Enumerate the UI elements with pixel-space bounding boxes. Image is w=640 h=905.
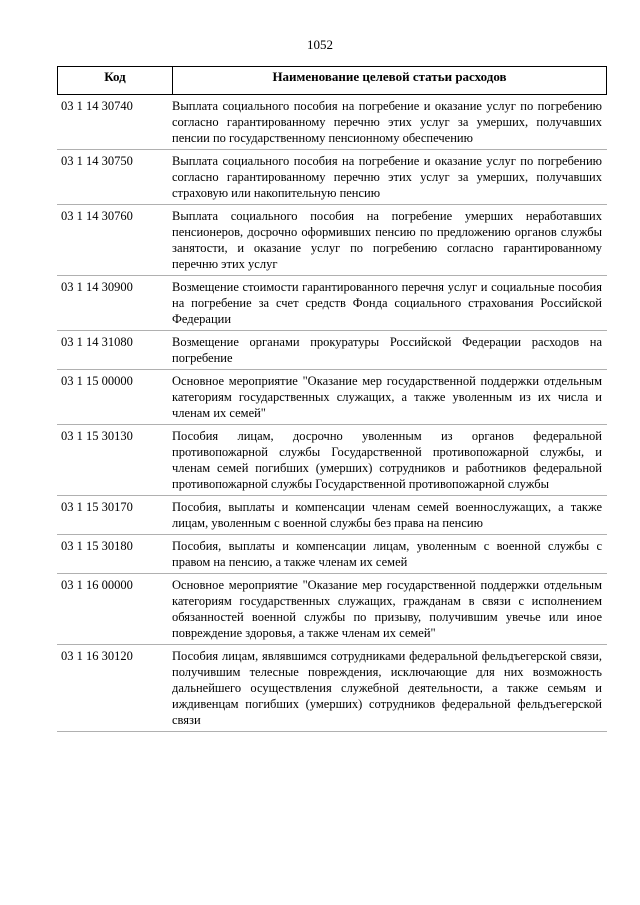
row-code: 03 1 14 30900 — [61, 280, 133, 294]
row-name: Пособия, выплаты и компенсации членам семей военнослужащих, а также лицам, уволенным с военной службы без права на пенсию — [172, 500, 602, 530]
table-row — [57, 645, 607, 732]
row-name: Пособия, выплаты и компенсации лицам, уволенным с военной службы с правом на пенсию, а также членам их семей — [172, 539, 602, 569]
page-number: 1052 — [307, 37, 333, 52]
row-name: Основное мероприятие "Оказание мер государственной поддержки отдельным категориям государственных служащих, а также уволенным из их числа и членам их семей" — [172, 374, 602, 420]
table-row — [57, 331, 607, 370]
row-code: 03 1 15 00000 — [61, 374, 133, 388]
row-code: 03 1 14 31080 — [61, 335, 133, 349]
row-code: 03 1 14 30740 — [61, 99, 133, 113]
row-code: 03 1 14 30760 — [61, 209, 133, 223]
table-row — [57, 205, 607, 276]
row-code: 03 1 15 30180 — [61, 539, 133, 553]
table-header — [57, 66, 607, 95]
table-row — [57, 496, 607, 535]
budget-classification-table — [57, 66, 607, 732]
table-row — [57, 150, 607, 205]
table-row — [57, 425, 607, 496]
table-row — [57, 574, 607, 645]
row-name: Пособия лицам, являвшимся сотрудниками федеральной фельдъегерской связи, получившим телесные повреждения, исключающие для них возможность дальнейшего осуществления служебной деятельности, а также семьям и иждивенцам погибших (умерших) сотрудников федеральной фельдъегерской связи — [172, 649, 602, 727]
header-code: Код — [58, 67, 173, 94]
row-name: Выплата социального пособия на погребение умерших неработавших пенсионеров, досрочно оформивших пенсию по предложению органов службы занятости, и оказание услуг по погребению согласно гарантированному перечню этих услуг — [172, 209, 602, 271]
row-code: 03 1 16 00000 — [61, 578, 133, 592]
row-name: Возмещение стоимости гарантированного перечня услуг и социальные пособия на погребение за счет средств Фонда социального страхования Российской Федерации — [172, 280, 602, 326]
row-name: Основное мероприятие "Оказание мер государственной поддержки отдельным категориям государственных служащих, гражданам в связи с исполнением обязанностей военной службы по призыву, получившим увечье или иное повреждение здоровья, а также членам их семей" — [172, 578, 602, 640]
table-row — [57, 535, 607, 574]
row-name: Выплата социального пособия на погребение и оказание услуг по погребению согласно гарантированному перечню этих услуг за умерших, получавших пенсии по государственному пенсионному обеспечению — [172, 99, 602, 145]
table-row — [57, 370, 607, 425]
row-name: Возмещение органами прокуратуры Российской Федерации расходов на погребение — [172, 335, 602, 365]
header-name: Наименование целевой статьи расходов — [272, 69, 507, 84]
row-code: 03 1 15 30130 — [61, 429, 133, 443]
row-name: Пособия лицам, досрочно уволенным из органов федеральной противопожарной службы Государственной противопожарной службы, и членам семей погибших (умерших) сотрудников и работников федеральной противопожарной службы Государственной противопожарной службы — [172, 429, 602, 491]
row-code: 03 1 16 30120 — [61, 649, 133, 663]
row-code: 03 1 15 30170 — [61, 500, 133, 514]
row-name: Выплата социального пособия на погребение и оказание услуг по погребению согласно гарантированному перечню этих услуг за умерших, получавших страховую или накопительную пенсию — [172, 154, 602, 200]
table-row — [57, 276, 607, 331]
table-row — [57, 95, 607, 150]
row-code: 03 1 14 30750 — [61, 154, 133, 168]
